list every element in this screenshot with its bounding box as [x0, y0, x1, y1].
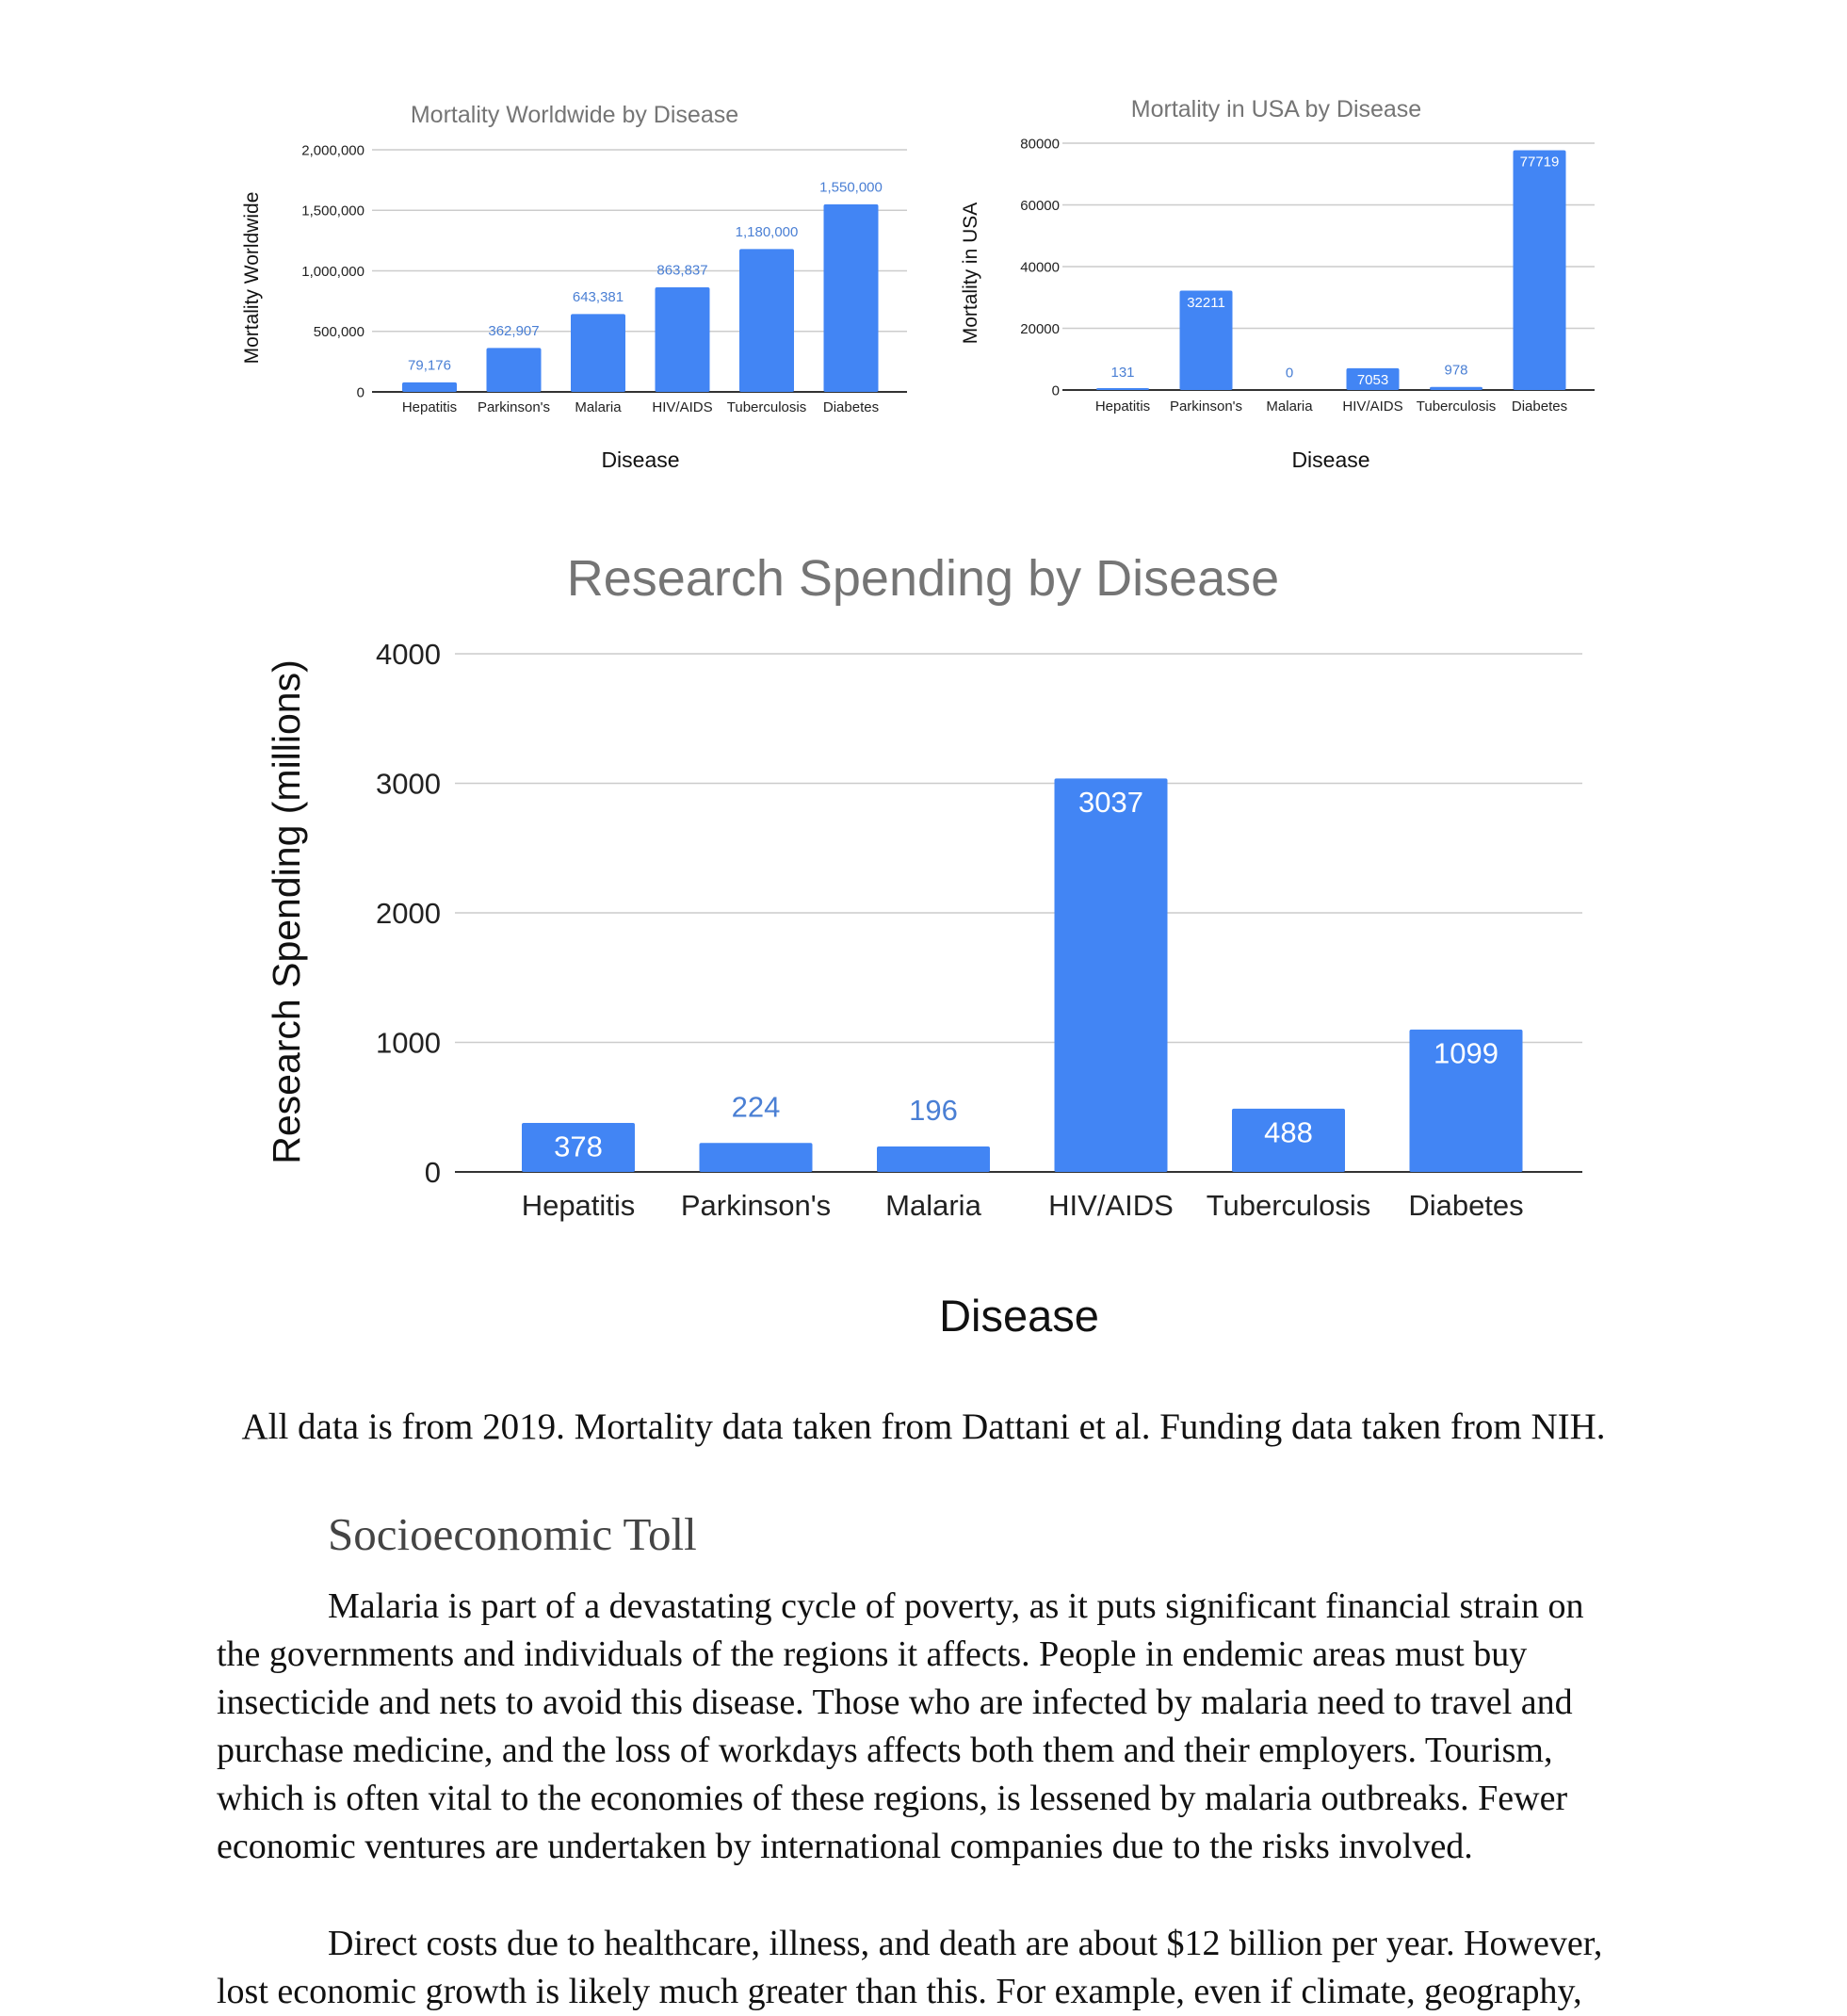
data-label: 488 — [1264, 1115, 1313, 1149]
bar — [1514, 150, 1566, 390]
data-label: 32211 — [1187, 294, 1225, 311]
bar — [402, 382, 457, 392]
y-tick-label: 80000 — [1020, 136, 1060, 153]
paragraph-text: Malaria is part of a devastating cycle of poverty, as it puts significant financial strain on the governments and individuals of the regions it affects. People in endemic areas must buy insecticide and nets to avoid this disease. Those who are infected by malaria need to travel and purchase medicine, and the loss of workdays affects both them and their employers. Tourism, which is often vital to the economies of these regions, is lessened by malaria outbreaks. Fewer economic ventures are undertaken by international companies due to the risks involved. — [217, 1586, 1584, 1866]
section-heading: Socioeconomic Toll — [328, 1508, 697, 1560]
x-category-label: Tuberculosis — [1206, 1189, 1371, 1222]
chart-research-spending — [265, 550, 1582, 1341]
y-tick-label: 500,000 — [313, 324, 365, 340]
y-tick-label: 4000 — [376, 637, 441, 671]
x-category-label: Diabetes — [1511, 398, 1568, 415]
bar — [1430, 387, 1482, 390]
bar — [1055, 778, 1168, 1172]
y-tick-label: 60000 — [1020, 197, 1060, 214]
x-category-label: Hepatitis — [401, 399, 458, 415]
x-category-label: Malaria — [575, 399, 622, 415]
data-label: 79,176 — [408, 357, 451, 374]
x-axis-title: Disease — [939, 1291, 1099, 1341]
x-category-label: Diabetes — [1408, 1189, 1524, 1222]
x-category-label: Tuberculosis — [726, 399, 807, 415]
y-axis-title: Research Spending (millions) — [265, 659, 308, 1164]
bar — [700, 1143, 813, 1172]
data-label: 362,907 — [488, 322, 540, 339]
body-paragraph — [217, 1920, 1629, 2016]
chart-mortality-usa — [960, 96, 1595, 472]
chart-mortality-worldwide — [241, 102, 907, 472]
chart-title: Research Spending by Disease — [566, 550, 1280, 607]
y-tick-label: 40000 — [1020, 259, 1060, 276]
y-tick-label: 0 — [1051, 382, 1060, 399]
y-tick-label: 20000 — [1020, 320, 1060, 337]
data-label: 196 — [909, 1094, 958, 1128]
data-label: 643,381 — [572, 288, 624, 305]
y-tick-label: 2,000,000 — [301, 142, 365, 159]
bar — [487, 348, 542, 392]
data-label: 7053 — [1356, 372, 1389, 389]
data-label: 863,837 — [656, 262, 708, 279]
data-label: 1099 — [1434, 1036, 1499, 1070]
x-category-label: Malaria — [1266, 398, 1313, 415]
x-category-label: HIV/AIDS — [652, 399, 713, 415]
paragraph-text: Direct costs due to healthcare, illness, and death are about $12 billion per year. However, lost economic growth is likely much greater than this. For example, even if climate, geography, — [217, 1924, 1603, 2011]
bar — [1096, 388, 1149, 390]
chart-title: Mortality in USA by Disease — [1130, 96, 1422, 122]
y-tick-label: 0 — [356, 384, 365, 401]
bar — [824, 204, 879, 392]
y-tick-label: 0 — [424, 1155, 441, 1189]
data-label: 0 — [1285, 365, 1294, 382]
data-label: 378 — [554, 1130, 603, 1163]
x-category-label: HIV/AIDS — [1342, 398, 1403, 415]
bar — [877, 1146, 990, 1172]
y-tick-label: 3000 — [376, 767, 441, 801]
y-tick-label: 2000 — [376, 896, 441, 930]
data-label: 978 — [1444, 362, 1468, 379]
y-tick-label: 1,500,000 — [301, 203, 365, 219]
x-category-label: Diabetes — [822, 399, 880, 415]
data-label: 3037 — [1078, 786, 1143, 820]
x-axis-title: Disease — [601, 447, 680, 472]
bar — [571, 314, 625, 392]
x-category-label: Parkinson's — [477, 399, 551, 415]
y-axis-title: Mortality in USA — [960, 202, 981, 345]
bar — [739, 249, 794, 392]
x-category-label: Parkinson's — [680, 1189, 832, 1222]
y-tick-label: 1,000,000 — [301, 263, 365, 280]
x-category-label: Tuberculosis — [1416, 398, 1497, 415]
data-label: 131 — [1110, 365, 1135, 382]
body-paragraph — [217, 1583, 1629, 1871]
chart-title: Mortality Worldwide by Disease — [410, 102, 739, 128]
x-category-label: Hepatitis — [521, 1189, 636, 1222]
y-tick-label: 1000 — [376, 1026, 441, 1060]
data-label: 77719 — [1519, 154, 1560, 171]
data-label: 1,550,000 — [819, 179, 883, 196]
x-category-label: Malaria — [885, 1189, 981, 1222]
figure-caption: All data is from 2019. Mortality data taken from Dattani et al. Funding data taken from NIH. — [241, 1406, 1606, 1447]
y-axis-title: Mortality Worldwide — [241, 191, 263, 365]
x-category-label: Parkinson's — [1169, 398, 1243, 415]
x-axis-title: Disease — [1291, 447, 1370, 472]
data-label: 224 — [731, 1090, 781, 1124]
bar — [656, 287, 710, 392]
x-category-label: HIV/AIDS — [1048, 1189, 1174, 1222]
x-category-label: Hepatitis — [1094, 398, 1151, 415]
data-label: 1,180,000 — [735, 223, 799, 240]
